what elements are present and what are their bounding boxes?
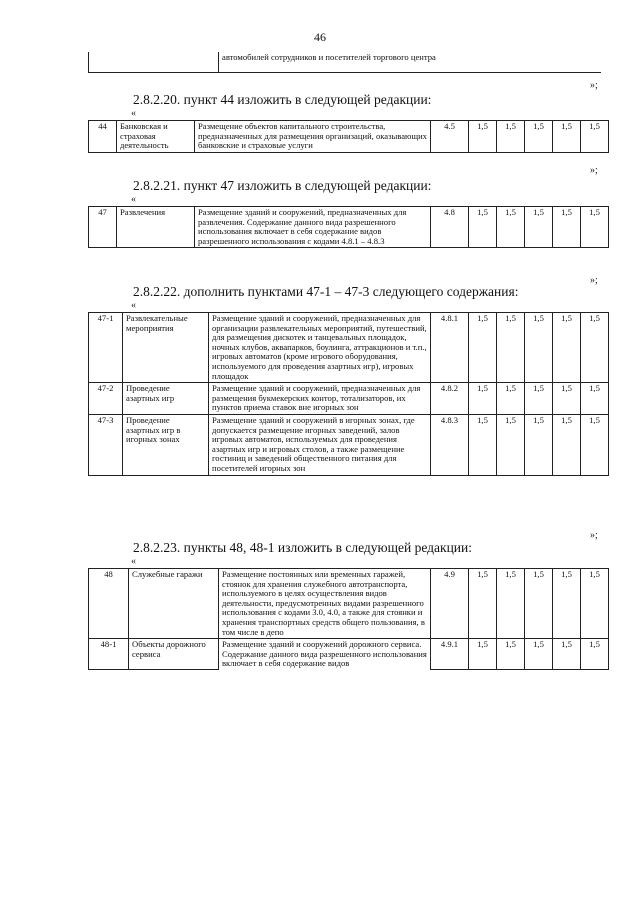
row-value: 1,5	[469, 383, 497, 415]
row-value: 1,5	[525, 207, 553, 248]
row-value: 1,5	[497, 639, 525, 670]
section-heading: 2.8.2.23. пункты 48, 48-1 изложить в следующей редакции:	[133, 540, 473, 555]
row-value: 1,5	[581, 313, 609, 383]
row-name: Развлекательные мероприятия	[123, 313, 209, 383]
row-value: 1,5	[469, 313, 497, 383]
row-name: Служебные гаражи	[129, 569, 219, 639]
row-value: 1,5	[469, 121, 497, 153]
row-value: 1,5	[497, 383, 525, 415]
row-value: 1,5	[581, 207, 609, 248]
row-name: Объекты дорожного сервиса	[129, 639, 219, 670]
row-value: 1,5	[469, 414, 497, 475]
row-value: 1,5	[497, 569, 525, 639]
row-description: Размещение зданий и сооружений, предназначенных для развлечения. Содержание данного вида разрешенного использования включает в себя содержание видов разрешенного использования с кодами 4.8.1 – 4.8.3	[195, 207, 431, 248]
row-value: 1,5	[525, 121, 553, 153]
row-value: 1,5	[469, 569, 497, 639]
row-value: 1,5	[525, 639, 553, 670]
row-value: 1,5	[553, 569, 581, 639]
table-row	[89, 383, 609, 415]
row-value: 1,5	[581, 639, 609, 670]
open-quote: «	[131, 108, 136, 119]
open-quote: «	[131, 300, 136, 311]
row-value: 1,5	[553, 121, 581, 153]
row-value: 1,5	[581, 121, 609, 153]
row-value: 1,5	[497, 414, 525, 475]
row-number: 47	[89, 207, 117, 248]
table-row	[89, 207, 609, 248]
row-description: Размещение зданий и сооружений, предназначенных для организации развлекательных мероприятий, путешествий, для размещения дискотек и танцевальных площадок, ночных клубов, аквапарков, боулинга, аттракционов и т.п., игровых автоматов (кроме игрового оборудования, используемого для проведения азартных игр), игровых площадок	[209, 313, 431, 383]
table-row	[89, 639, 609, 670]
table-row	[89, 121, 609, 153]
row-description: Размещение зданий и сооружений в игорных зонах, где допускается размещение игорных заведений, залов игровых автоматов, используемых для проведения азартных игр и игровых столов, а также размещение гостиниц и заведений общественного питания для посетителей игорных зон	[209, 414, 431, 475]
row-code: 4.8.3	[431, 414, 469, 475]
section-table	[88, 206, 609, 248]
row-code: 4.5	[431, 121, 469, 153]
row-value: 1,5	[525, 569, 553, 639]
row-value: 1,5	[497, 313, 525, 383]
section-table	[88, 312, 609, 476]
close-quote: »;	[590, 165, 598, 176]
row-value: 1,5	[525, 383, 553, 415]
row-value: 1,5	[553, 414, 581, 475]
top-fragment-table	[88, 52, 601, 73]
row-code: 4.8.2	[431, 383, 469, 415]
row-code: 4.9	[431, 569, 469, 639]
row-number: 47-3	[89, 414, 123, 475]
row-number: 47-1	[89, 313, 123, 383]
close-quote: »;	[590, 80, 598, 91]
row-number: 48	[89, 569, 129, 639]
table-row	[89, 313, 609, 383]
row-number: 48-1	[89, 639, 129, 670]
row-value: 1,5	[553, 207, 581, 248]
table-row	[89, 52, 601, 73]
row-value: 1,5	[553, 313, 581, 383]
row-code: 4.8.1	[431, 313, 469, 383]
section-heading: 2.8.2.21. пункт 47 изложить в следующей редакции:	[133, 178, 432, 193]
row-value: 1,5	[581, 383, 609, 415]
row-description: Размещение объектов капитального строительства, предназначенных для размещения организаций, оказывающих банковские и страховые услуги	[195, 121, 431, 153]
page-number: 46	[314, 30, 326, 44]
row-value: 1,5	[553, 639, 581, 670]
row-name: Проведение азартных игр в игорных зонах	[123, 414, 209, 475]
row-description: Размещение зданий и сооружений, предназначенных для размещения букмекерских контор, тотализаторов, их пунктов приема ставок вне игорных зон	[209, 383, 431, 415]
row-value: 1,5	[497, 207, 525, 248]
close-quote: »;	[590, 275, 598, 286]
row-value: 1,5	[553, 383, 581, 415]
table-row	[89, 569, 609, 639]
close-quote: »;	[590, 530, 598, 541]
row-value: 1,5	[469, 207, 497, 248]
section-heading: 2.8.2.22. дополнить пунктами 47-1 – 47-3 следующего содержания:	[133, 284, 519, 299]
row-value: 1,5	[525, 313, 553, 383]
row-description: Размещение зданий и сооружений дорожного сервиса. Содержание данного вида разрешенного использования включает в себя содержание видов	[219, 639, 431, 670]
table-row	[89, 414, 609, 475]
row-value: 1,5	[581, 414, 609, 475]
row-description: Размещение постоянных или временных гаражей, стоянок для хранения служебного автотранспорта, используемого в целях осуществления видов деятельности, предусмотренных видами разрешенного использования с кодами 3.0, 4.0, а также для стоянки и хранения транспортных средств общего пользования, в том числе в депо	[219, 569, 431, 639]
row-name: Банковская и страховая деятельность	[117, 121, 195, 153]
row-value: 1,5	[469, 639, 497, 670]
section-table	[88, 568, 609, 670]
row-number: 44	[89, 121, 117, 153]
section-heading: 2.8.2.20. пункт 44 изложить в следующей редакции:	[133, 92, 432, 107]
row-value: 1,5	[497, 121, 525, 153]
row-name: Проведение азартных игр	[123, 383, 209, 415]
row-value: 1,5	[581, 569, 609, 639]
row-name: Развлечения	[117, 207, 195, 248]
section-table	[88, 120, 609, 153]
open-quote: «	[131, 194, 136, 205]
row-number: 47-2	[89, 383, 123, 415]
open-quote: «	[131, 556, 136, 567]
row-code: 4.8	[431, 207, 469, 248]
row-value: 1,5	[525, 414, 553, 475]
row-code: 4.9.1	[431, 639, 469, 670]
top-fragment-text: автомобилей сотрудников и посетителей торгового центра	[219, 52, 601, 73]
